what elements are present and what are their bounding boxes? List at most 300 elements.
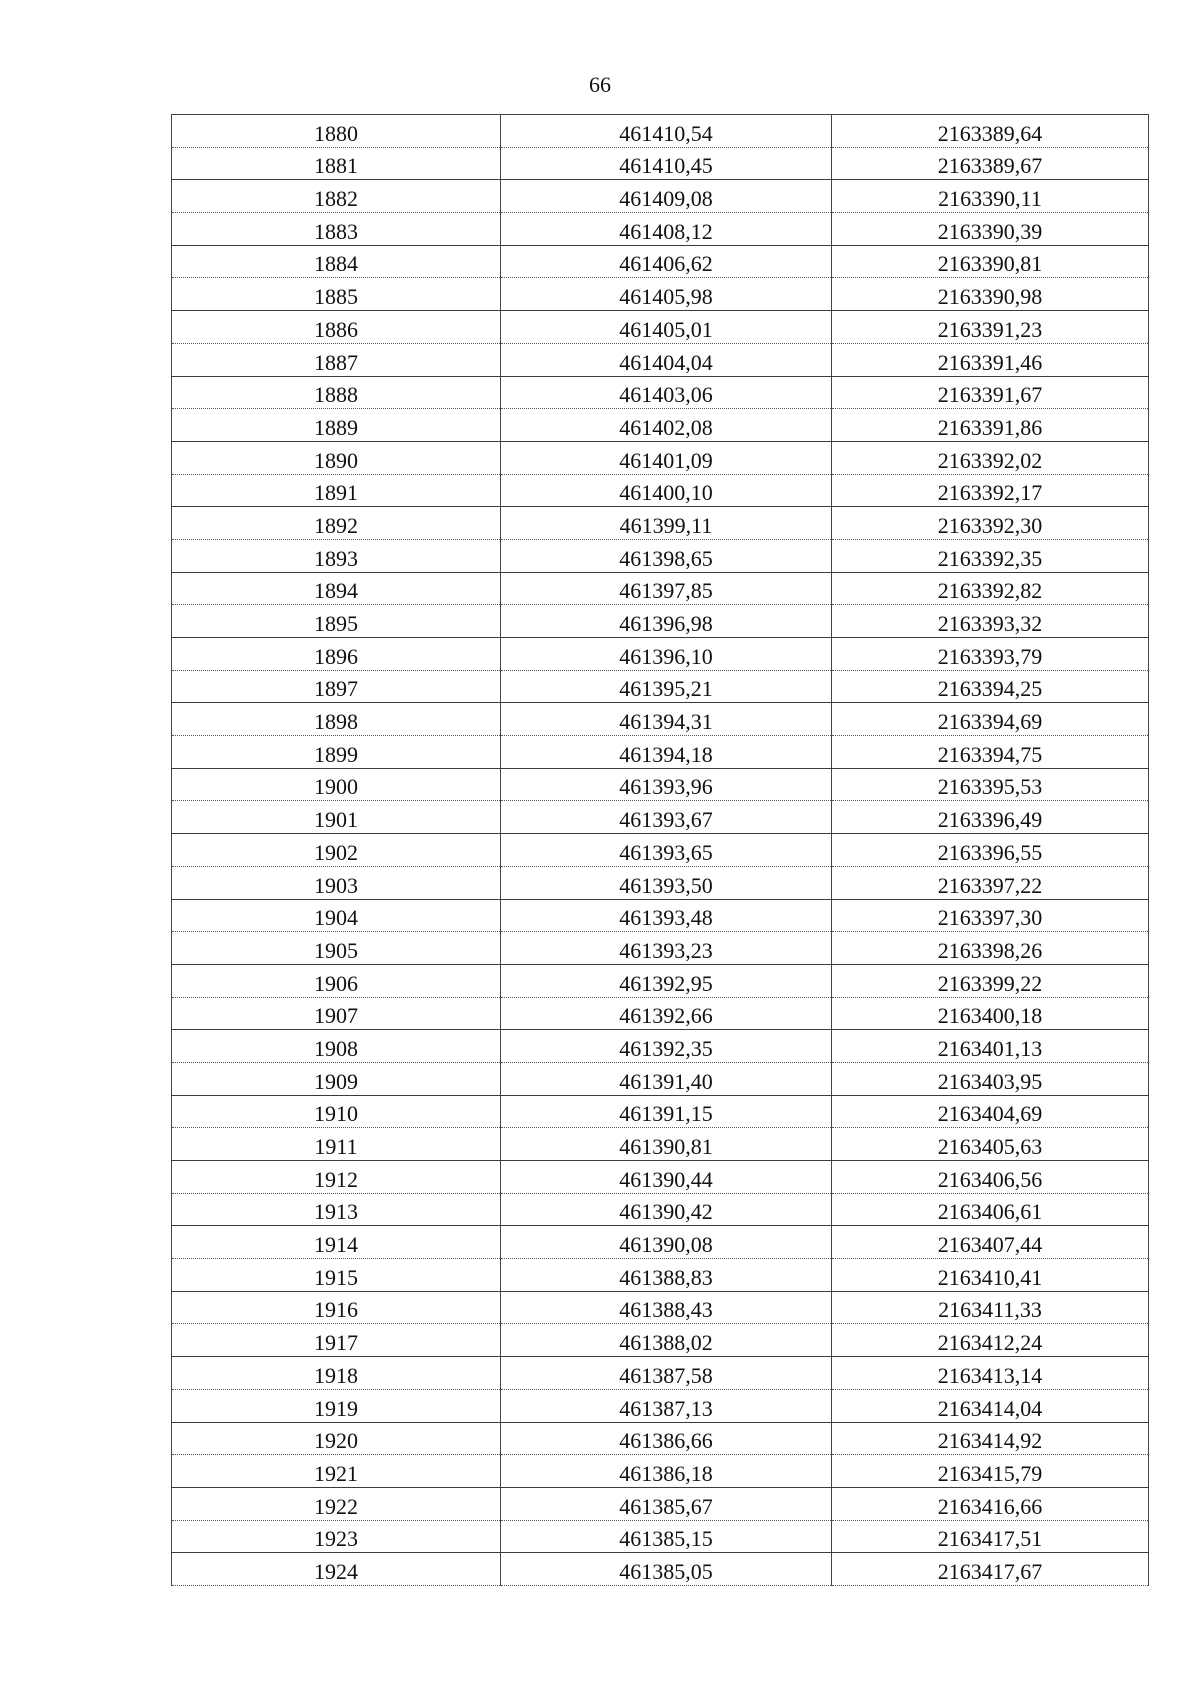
table-row xyxy=(172,409,1149,442)
point-number-cell xyxy=(172,932,501,965)
cell-text: 1900 xyxy=(314,774,358,800)
table-row xyxy=(172,1520,1149,1553)
point-number-cell xyxy=(172,703,501,736)
cell-text: 461393,23 xyxy=(619,937,713,963)
y-coordinate-cell xyxy=(832,343,1149,376)
point-number-cell xyxy=(172,605,501,638)
cell-text: 2163401,13 xyxy=(937,1035,1043,1061)
point-number-cell xyxy=(172,147,501,180)
x-coordinate-cell xyxy=(501,605,832,638)
point-number-cell xyxy=(172,278,501,311)
cell-text: 2163391,67 xyxy=(937,382,1043,408)
cell-text: 461391,40 xyxy=(619,1068,713,1094)
cell-text: 461392,66 xyxy=(619,1003,713,1029)
cell-text: 461388,02 xyxy=(619,1330,713,1356)
cell-text: 461390,44 xyxy=(619,1166,713,1192)
cell-text: 461392,95 xyxy=(619,970,713,996)
point-number-cell xyxy=(172,670,501,703)
x-coordinate-cell xyxy=(501,638,832,671)
cell-text: 1883 xyxy=(314,218,358,244)
cell-text: 1888 xyxy=(314,382,358,408)
page-number: 66 xyxy=(589,72,611,97)
table-row xyxy=(172,1291,1149,1324)
x-coordinate-cell xyxy=(501,245,832,278)
cell-text: 2163397,30 xyxy=(937,905,1043,931)
y-coordinate-cell xyxy=(832,1095,1149,1128)
cell-text: 461404,04 xyxy=(619,349,713,375)
x-coordinate-cell xyxy=(501,1193,832,1226)
cell-text: 1884 xyxy=(314,251,358,277)
cell-text: 2163390,11 xyxy=(938,186,1042,212)
x-coordinate-cell xyxy=(501,1357,832,1390)
y-coordinate-cell xyxy=(832,278,1149,311)
y-coordinate-cell xyxy=(832,1553,1149,1586)
point-number-cell xyxy=(172,115,501,148)
x-coordinate-cell xyxy=(501,1291,832,1324)
cell-text: 2163399,22 xyxy=(937,970,1043,996)
cell-text: 2163393,32 xyxy=(937,611,1043,636)
x-coordinate-cell xyxy=(501,670,832,703)
cell-text: 2163415,79 xyxy=(937,1460,1043,1486)
cell-text: 2163404,69 xyxy=(937,1101,1043,1127)
cell-text: 2163389,67 xyxy=(937,153,1043,179)
cell-text: 1918 xyxy=(314,1362,358,1388)
table-row xyxy=(172,115,1149,148)
cell-text: 461390,81 xyxy=(619,1134,713,1159)
table-row xyxy=(172,474,1149,507)
cell-text: 461393,65 xyxy=(619,839,713,865)
point-number-cell xyxy=(172,507,501,540)
cell-text: 461387,58 xyxy=(619,1362,713,1388)
x-coordinate-cell xyxy=(501,278,832,311)
cell-text: 461399,11 xyxy=(619,512,713,538)
table-row xyxy=(172,1324,1149,1357)
cell-text: 2163397,22 xyxy=(937,872,1043,898)
cell-text: 1919 xyxy=(314,1395,358,1421)
cell-text: 461393,50 xyxy=(619,872,713,898)
y-coordinate-cell xyxy=(832,539,1149,572)
cell-text: 1915 xyxy=(314,1264,358,1290)
cell-text: 2163400,18 xyxy=(937,1003,1043,1029)
cell-text: 2163403,95 xyxy=(937,1068,1043,1094)
table-row xyxy=(172,1128,1149,1161)
table-row xyxy=(172,997,1149,1030)
y-coordinate-cell xyxy=(832,834,1149,867)
cell-text: 2163394,75 xyxy=(937,741,1043,767)
y-coordinate-cell xyxy=(832,1226,1149,1259)
cell-text: 461394,18 xyxy=(619,741,713,767)
cell-text: 2163390,81 xyxy=(937,251,1043,277)
x-coordinate-cell xyxy=(501,474,832,507)
table-row xyxy=(172,605,1149,638)
y-coordinate-cell xyxy=(832,670,1149,703)
table-row xyxy=(172,180,1149,213)
cell-text: 1881 xyxy=(314,153,358,179)
x-coordinate-cell xyxy=(501,1062,832,1095)
cell-text: 1912 xyxy=(314,1166,358,1192)
table-row xyxy=(172,899,1149,932)
y-coordinate-cell xyxy=(832,147,1149,180)
y-coordinate-cell xyxy=(832,801,1149,834)
cell-text: 1903 xyxy=(314,872,358,898)
table-row xyxy=(172,1062,1149,1095)
y-coordinate-cell xyxy=(832,736,1149,769)
x-coordinate-cell xyxy=(501,768,832,801)
cell-text: 461386,18 xyxy=(619,1460,713,1486)
y-coordinate-cell xyxy=(832,1030,1149,1063)
table-row xyxy=(172,932,1149,965)
cell-text: 2163392,30 xyxy=(937,512,1043,538)
point-number-cell xyxy=(172,1095,501,1128)
point-number-cell xyxy=(172,899,501,932)
table-row xyxy=(172,376,1149,409)
x-coordinate-cell xyxy=(501,1422,832,1455)
cell-text: 461388,43 xyxy=(619,1297,713,1323)
cell-text: 461391,15 xyxy=(619,1101,713,1127)
cell-text: 1910 xyxy=(314,1101,358,1127)
table-row xyxy=(172,1161,1149,1194)
point-number-cell xyxy=(172,1422,501,1455)
x-coordinate-cell xyxy=(501,866,832,899)
cell-text: 1897 xyxy=(314,676,358,702)
y-coordinate-cell xyxy=(832,1161,1149,1194)
point-number-cell xyxy=(172,638,501,671)
table-row xyxy=(172,1226,1149,1259)
table-row xyxy=(172,1487,1149,1520)
y-coordinate-cell xyxy=(832,1422,1149,1455)
point-number-cell xyxy=(172,736,501,769)
cell-text: 1914 xyxy=(314,1232,358,1258)
table-row xyxy=(172,736,1149,769)
y-coordinate-cell xyxy=(832,474,1149,507)
cell-text: 1905 xyxy=(314,937,358,963)
cell-text: 2163391,23 xyxy=(937,316,1043,342)
cell-text: 2163414,04 xyxy=(937,1395,1043,1421)
point-number-cell xyxy=(172,1161,501,1194)
point-number-cell xyxy=(172,1357,501,1390)
y-coordinate-cell xyxy=(832,572,1149,605)
y-coordinate-cell xyxy=(832,311,1149,344)
point-number-cell xyxy=(172,1193,501,1226)
x-coordinate-cell xyxy=(501,932,832,965)
table-row xyxy=(172,1259,1149,1292)
cell-text: 461396,10 xyxy=(619,643,713,669)
cell-text: 461398,65 xyxy=(619,545,713,571)
cell-text: 1885 xyxy=(314,284,358,310)
cell-text: 461400,10 xyxy=(619,480,713,506)
cell-text: 2163390,98 xyxy=(937,284,1043,310)
point-number-cell xyxy=(172,1226,501,1259)
cell-text: 461392,35 xyxy=(619,1035,713,1061)
cell-text: 1882 xyxy=(314,186,358,212)
cell-text: 1923 xyxy=(314,1526,358,1552)
table-row xyxy=(172,964,1149,997)
cell-text: 1922 xyxy=(314,1493,358,1519)
x-coordinate-cell xyxy=(501,376,832,409)
cell-text: 1909 xyxy=(314,1068,358,1094)
cell-text: 1911 xyxy=(314,1134,358,1159)
cell-text: 2163394,25 xyxy=(937,676,1043,702)
cell-text: 461406,62 xyxy=(619,251,713,277)
y-coordinate-cell xyxy=(832,115,1149,148)
y-coordinate-cell xyxy=(832,1455,1149,1488)
point-number-cell xyxy=(172,1128,501,1161)
cell-text: 2163396,49 xyxy=(937,807,1043,833)
cell-text: 461390,42 xyxy=(619,1199,713,1225)
cell-text: 2163393,79 xyxy=(937,643,1043,669)
cell-text: 2163407,44 xyxy=(937,1232,1043,1258)
x-coordinate-cell xyxy=(501,409,832,442)
table-row xyxy=(172,768,1149,801)
cell-text: 2163392,02 xyxy=(937,447,1043,473)
cell-text: 461385,67 xyxy=(619,1493,713,1519)
cell-text: 461401,09 xyxy=(619,447,713,473)
table-row xyxy=(172,1389,1149,1422)
x-coordinate-cell xyxy=(501,311,832,344)
y-coordinate-cell xyxy=(832,409,1149,442)
x-coordinate-cell xyxy=(501,147,832,180)
cell-text: 461408,12 xyxy=(619,218,713,244)
table-row xyxy=(172,147,1149,180)
cell-text: 2163414,92 xyxy=(937,1428,1043,1454)
point-number-cell xyxy=(172,1291,501,1324)
cell-text: 1896 xyxy=(314,643,358,669)
cell-text: 2163392,17 xyxy=(937,480,1043,506)
cell-text: 2163410,41 xyxy=(937,1264,1043,1290)
cell-text: 2163416,66 xyxy=(937,1493,1043,1519)
x-coordinate-cell xyxy=(501,343,832,376)
point-number-cell xyxy=(172,213,501,246)
cell-text: 1917 xyxy=(314,1330,358,1356)
cell-text: 1906 xyxy=(314,970,358,996)
y-coordinate-cell xyxy=(832,1487,1149,1520)
cell-text: 461393,67 xyxy=(619,807,713,833)
x-coordinate-cell xyxy=(501,1324,832,1357)
point-number-cell xyxy=(172,409,501,442)
cell-text: 1886 xyxy=(314,316,358,342)
point-number-cell xyxy=(172,311,501,344)
point-number-cell xyxy=(172,1455,501,1488)
cell-text: 461385,15 xyxy=(619,1526,713,1552)
cell-text: 2163417,51 xyxy=(937,1526,1043,1552)
x-coordinate-cell xyxy=(501,441,832,474)
x-coordinate-cell xyxy=(501,1553,832,1586)
cell-text: 1894 xyxy=(314,578,358,604)
y-coordinate-cell xyxy=(832,507,1149,540)
y-coordinate-cell xyxy=(832,964,1149,997)
cell-text: 2163391,46 xyxy=(937,349,1043,375)
coordinates-table-body xyxy=(172,115,1149,1586)
table-row xyxy=(172,1095,1149,1128)
x-coordinate-cell xyxy=(501,1455,832,1488)
table-row xyxy=(172,343,1149,376)
table-row xyxy=(172,1357,1149,1390)
cell-text: 1889 xyxy=(314,414,358,440)
cell-text: 2163412,24 xyxy=(937,1330,1043,1356)
cell-text: 2163389,64 xyxy=(937,120,1043,146)
cell-text: 2163392,35 xyxy=(937,545,1043,571)
y-coordinate-cell xyxy=(832,180,1149,213)
cell-text: 1895 xyxy=(314,611,358,636)
cell-text: 461409,08 xyxy=(619,186,713,212)
table-row xyxy=(172,278,1149,311)
x-coordinate-cell xyxy=(501,801,832,834)
point-number-cell xyxy=(172,539,501,572)
cell-text: 1893 xyxy=(314,545,358,571)
x-coordinate-cell xyxy=(501,539,832,572)
point-number-cell xyxy=(172,572,501,605)
y-coordinate-cell xyxy=(832,1291,1149,1324)
x-coordinate-cell xyxy=(501,1259,832,1292)
point-number-cell xyxy=(172,1030,501,1063)
x-coordinate-cell xyxy=(501,213,832,246)
cell-text: 1887 xyxy=(314,349,358,375)
cell-text: 1898 xyxy=(314,709,358,735)
cell-text: 1892 xyxy=(314,512,358,538)
cell-text: 2163395,53 xyxy=(937,774,1043,800)
table-row xyxy=(172,834,1149,867)
y-coordinate-cell xyxy=(832,997,1149,1030)
cell-text: 2163392,82 xyxy=(937,578,1043,604)
cell-text: 2163406,61 xyxy=(937,1199,1043,1225)
table-row xyxy=(172,1455,1149,1488)
y-coordinate-cell xyxy=(832,1357,1149,1390)
point-number-cell xyxy=(172,997,501,1030)
cell-text: 2163394,69 xyxy=(937,709,1043,735)
x-coordinate-cell xyxy=(501,1520,832,1553)
x-coordinate-cell xyxy=(501,964,832,997)
point-number-cell xyxy=(172,801,501,834)
cell-text: 461388,83 xyxy=(619,1264,713,1290)
cell-text: 2163411,33 xyxy=(938,1297,1042,1323)
point-number-cell xyxy=(172,964,501,997)
cell-text: 1904 xyxy=(314,905,358,931)
y-coordinate-cell xyxy=(832,768,1149,801)
y-coordinate-cell xyxy=(832,1389,1149,1422)
y-coordinate-cell xyxy=(832,703,1149,736)
table-row xyxy=(172,670,1149,703)
point-number-cell xyxy=(172,474,501,507)
y-coordinate-cell xyxy=(832,638,1149,671)
cell-text: 1899 xyxy=(314,741,358,767)
cell-text: 2163390,39 xyxy=(937,218,1043,244)
table-row xyxy=(172,539,1149,572)
table-row xyxy=(172,311,1149,344)
table-row xyxy=(172,1422,1149,1455)
cell-text: 461405,98 xyxy=(619,284,713,310)
x-coordinate-cell xyxy=(501,834,832,867)
cell-text: 461393,96 xyxy=(619,774,713,800)
x-coordinate-cell xyxy=(501,507,832,540)
cell-text: 1901 xyxy=(314,807,358,833)
cell-text: 461387,13 xyxy=(619,1395,713,1421)
cell-text: 461386,66 xyxy=(619,1428,713,1454)
cell-text: 2163413,14 xyxy=(937,1362,1043,1388)
x-coordinate-cell xyxy=(501,1389,832,1422)
table-row xyxy=(172,703,1149,736)
cell-text: 1921 xyxy=(314,1460,358,1486)
x-coordinate-cell xyxy=(501,1095,832,1128)
cell-text: 2163398,26 xyxy=(937,937,1043,963)
y-coordinate-cell xyxy=(832,1520,1149,1553)
cell-text: 461396,98 xyxy=(619,611,713,636)
cell-text: 2163405,63 xyxy=(937,1134,1043,1159)
cell-text: 1902 xyxy=(314,839,358,865)
coordinates-table xyxy=(171,114,1149,1586)
x-coordinate-cell xyxy=(501,180,832,213)
cell-text: 1907 xyxy=(314,1003,358,1029)
y-coordinate-cell xyxy=(832,932,1149,965)
cell-text: 2163396,55 xyxy=(937,839,1043,865)
table-row xyxy=(172,507,1149,540)
table-row xyxy=(172,1553,1149,1586)
x-coordinate-cell xyxy=(501,1128,832,1161)
point-number-cell xyxy=(172,1259,501,1292)
y-coordinate-cell xyxy=(832,441,1149,474)
cell-text: 461402,08 xyxy=(619,414,713,440)
point-number-cell xyxy=(172,1487,501,1520)
y-coordinate-cell xyxy=(832,1062,1149,1095)
point-number-cell xyxy=(172,441,501,474)
cell-text: 461385,05 xyxy=(619,1558,713,1584)
point-number-cell xyxy=(172,376,501,409)
point-number-cell xyxy=(172,343,501,376)
cell-text: 461390,08 xyxy=(619,1232,713,1258)
cell-text: 461393,48 xyxy=(619,905,713,931)
table-row xyxy=(172,866,1149,899)
x-coordinate-cell xyxy=(501,115,832,148)
point-number-cell xyxy=(172,1324,501,1357)
y-coordinate-cell xyxy=(832,1193,1149,1226)
table-row xyxy=(172,572,1149,605)
cell-text: 2163417,67 xyxy=(937,1558,1043,1584)
x-coordinate-cell xyxy=(501,1161,832,1194)
y-coordinate-cell xyxy=(832,245,1149,278)
cell-text: 461394,31 xyxy=(619,709,713,735)
y-coordinate-cell xyxy=(832,899,1149,932)
y-coordinate-cell xyxy=(832,1324,1149,1357)
point-number-cell xyxy=(172,180,501,213)
table-row xyxy=(172,441,1149,474)
cell-text: 461395,21 xyxy=(619,676,713,702)
x-coordinate-cell xyxy=(501,997,832,1030)
table-row xyxy=(172,1030,1149,1063)
y-coordinate-cell xyxy=(832,605,1149,638)
cell-text: 461410,54 xyxy=(619,120,713,146)
table-row xyxy=(172,801,1149,834)
x-coordinate-cell xyxy=(501,736,832,769)
cell-text: 1913 xyxy=(314,1199,358,1225)
cell-text: 461397,85 xyxy=(619,578,713,604)
point-number-cell xyxy=(172,1062,501,1095)
cell-text: 1920 xyxy=(314,1428,358,1454)
cell-text: 461405,01 xyxy=(619,316,713,342)
point-number-cell xyxy=(172,834,501,867)
cell-text: 1924 xyxy=(314,1558,358,1584)
y-coordinate-cell xyxy=(832,866,1149,899)
point-number-cell xyxy=(172,1520,501,1553)
x-coordinate-cell xyxy=(501,899,832,932)
point-number-cell xyxy=(172,768,501,801)
cell-text: 1908 xyxy=(314,1035,358,1061)
cell-text: 461410,45 xyxy=(619,153,713,179)
cell-text: 2163406,56 xyxy=(937,1166,1043,1192)
table-row xyxy=(172,245,1149,278)
point-number-cell xyxy=(172,245,501,278)
point-number-cell xyxy=(172,1553,501,1586)
table-row xyxy=(172,213,1149,246)
x-coordinate-cell xyxy=(501,572,832,605)
